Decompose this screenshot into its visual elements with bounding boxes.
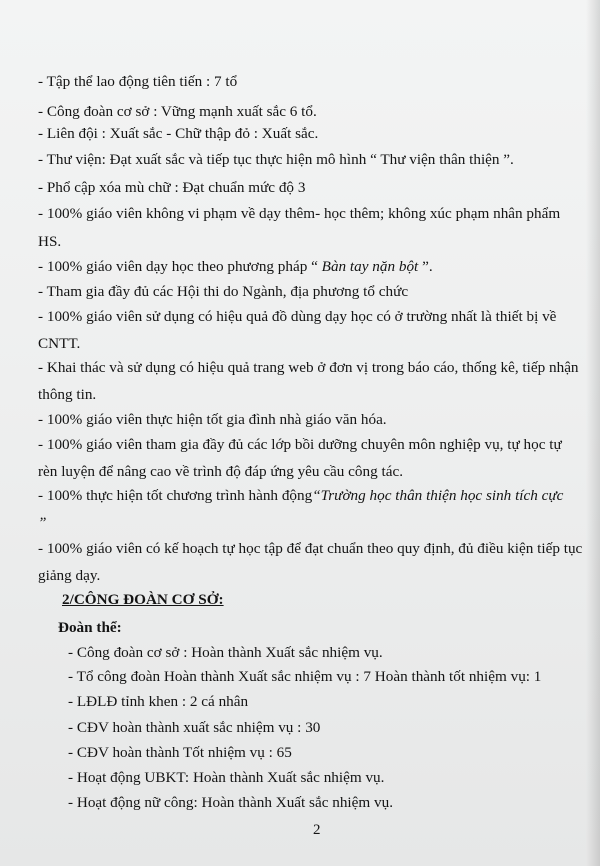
section-heading: 2/CÔNG ĐOÀN CƠ SỞ: bbox=[62, 591, 224, 608]
text-segment: - 100% thực hiện tốt chương trình hành động bbox=[38, 487, 313, 504]
list-item: - Tổ công đoàn Hoàn thành Xuất sắc nhiệm vụ : 7 Hoàn thành tốt nhiệm vụ: 1 bbox=[68, 668, 542, 685]
list-item: - LĐLĐ tỉnh khen : 2 cá nhân bbox=[68, 693, 249, 710]
page-edge-shadow bbox=[586, 0, 600, 866]
text-line: rèn luyện để nâng cao về trình độ đáp ứng yêu cầu công tác. bbox=[38, 463, 404, 480]
text-line: - Liên đội : Xuất sắc - Chữ thập đỏ : Xuất sắc. bbox=[38, 125, 319, 142]
text-line: - 100% giáo viên có kế hoạch tự học tập để đạt chuẩn theo quy định, đủ điều kiện tiếp tục bbox=[38, 540, 583, 557]
text-line: HS. bbox=[38, 233, 62, 250]
text-line: - Phổ cập xóa mù chữ : Đạt chuẩn mức độ 3 bbox=[38, 179, 306, 196]
text-line: CNTT. bbox=[38, 335, 81, 352]
text-line: - 100% giáo viên thực hiện tốt gia đình nhà giáo văn hóa. bbox=[38, 411, 387, 428]
italic-quote: “Trường học thân thiện học sinh tích cực bbox=[312, 487, 564, 504]
text-line: thông tin. bbox=[38, 386, 97, 403]
page-number: 2 bbox=[313, 822, 321, 838]
list-item: - Hoạt động UBKT: Hoàn thành Xuất sắc nhiệm vụ. bbox=[68, 769, 385, 786]
text-line: - Khai thác và sử dụng có hiệu quả trang web ở đơn vị trong báo cáo, thống kê, tiếp nhận bbox=[38, 359, 579, 376]
text-line: - Thư viện: Đạt xuất sắc và tiếp tục thực hiện mô hình “ Thư viện thân thiện ”. bbox=[38, 151, 514, 168]
list-item: - Hoạt động nữ công: Hoàn thành Xuất sắc nhiệm vụ. bbox=[68, 794, 393, 811]
text-segment: ”. bbox=[418, 258, 433, 275]
list-item: - CĐV hoàn thành xuất sắc nhiệm vụ : 30 bbox=[68, 719, 321, 736]
text-line: - Công đoàn cơ sở : Vững mạnh xuất sắc 6 tổ. bbox=[38, 103, 317, 120]
list-item: - Công đoàn cơ sở : Hoàn thành Xuất sắc nhiệm vụ. bbox=[68, 644, 383, 661]
text-line: - Tham gia đầy đủ các Hội thi do Ngành, địa phương tổ chức bbox=[38, 283, 409, 300]
text-segment: - 100% giáo viên dạy học theo phương pháp “ bbox=[38, 258, 322, 275]
text-line: giảng dạy. bbox=[38, 567, 101, 584]
italic-quote: ” bbox=[38, 514, 47, 531]
text-line: - 100% giáo viên tham gia đầy đủ các lớp bồi dưỡng chuyên môn nghiệp vụ, tự học tự bbox=[38, 436, 562, 453]
text-line-mixed bbox=[38, 513, 46, 533]
text-line-mixed bbox=[38, 486, 563, 506]
text-line: - 100% giáo viên sử dụng có hiệu quả đồ dùng dạy học có ở trường nhất là thiết bị về bbox=[38, 308, 557, 325]
subheading: Đoàn thể: bbox=[58, 619, 122, 636]
list-item: - CĐV hoàn thành Tốt nhiệm vụ : 65 bbox=[68, 744, 292, 761]
text-line: - 100% giáo viên không vi phạm về dạy thêm- học thêm; không xúc phạm nhân phẩm bbox=[38, 205, 561, 222]
text-line: - Tập thể lao động tiên tiến : 7 tổ bbox=[38, 73, 238, 90]
italic-quote: Bàn tay nặn bột bbox=[321, 258, 419, 275]
text-line-mixed bbox=[38, 257, 433, 277]
